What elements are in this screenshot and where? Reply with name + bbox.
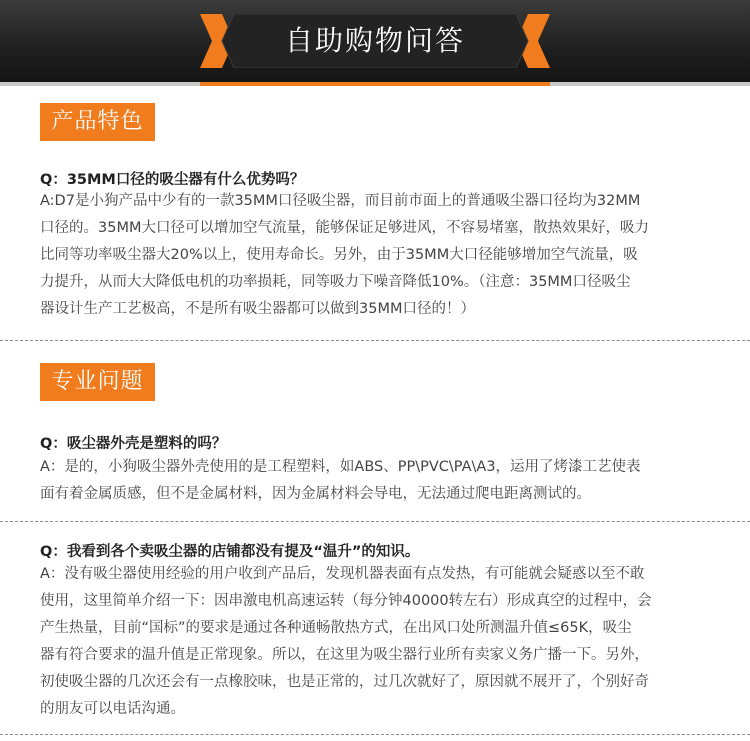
answer-line: A：没有吸尘器使用经验的用户收到产品后，发现机器表面有点发热，有可能就会疑惑以至不敢 xyxy=(40,566,645,582)
answer-plastic-shell xyxy=(40,454,720,508)
answer-line: 器设计生产工艺极高，不是所有吸尘器都可以做到35MM口径的！） xyxy=(40,301,475,317)
answer-line: 面有着金属质感，但不是金属材料，因为金属材料会导电，无法通过爬电距离测试的。 xyxy=(40,486,591,502)
answer-line: 使用，这里简单介绍一下：因串激电机高速运转（每分钟40000转左右）形成真空的过程中，会 xyxy=(40,593,652,609)
answer-line: A:D7是小狗产品中少有的一款35MM口径吸尘器，而目前市面上的普通吸尘器口径均为32MM xyxy=(40,193,641,209)
answer-line: 口径的。35MM大口径可以增加空气流量，能够保证足够进风，不容易堵塞，散热效果好，吸力 xyxy=(40,220,649,236)
answer-line: 产生热量，目前“国标”的要求是通过各种通畅散热方式，在出风口处所测温升值≤65K，吸尘 xyxy=(40,620,632,636)
answer-line: A：是的，小狗吸尘器外壳使用的是工程塑料，如ABS、PP\PVC\PA\A3，运用了烤漆工艺使表 xyxy=(40,459,641,475)
section-badge-features: 产品特色 xyxy=(40,103,155,141)
answer-35mm xyxy=(40,188,720,323)
header-accent-bar xyxy=(200,82,550,86)
bottom-divider xyxy=(0,734,750,735)
answer-line: 的朋友可以电话沟通。 xyxy=(40,701,185,717)
answer-line: 力提升，从而大大降低电机的功率损耗，同等吸力下噪音降低10%。（注意：35MM口径吸尘 xyxy=(40,274,631,290)
answer-line: 器有符合要求的温升值是正常现象。所以，在这里为吸尘器行业所有卖家义务广播一下。另外， xyxy=(40,647,649,663)
question-plastic-shell: Q：吸尘器外壳是塑料的吗？ xyxy=(40,436,227,452)
section-divider xyxy=(0,340,750,341)
title-plaque xyxy=(200,14,550,68)
qa-divider xyxy=(0,521,750,522)
answer-temperature-rise xyxy=(40,561,720,723)
answer-line: 初使吸尘器的几次还会有一点橡胶味，也是正常的，过几次就好了，原因就不展开了，个别好奇 xyxy=(40,674,649,690)
question-35mm: Q：35MM口径的吸尘器有什么优势吗？ xyxy=(40,172,305,188)
section-badge-professional: 专业问题 xyxy=(40,363,155,401)
answer-line: 比同等功率吸尘器大20%以上，使用寿命长。另外，由于35MM大口径能够增加空气流量，吸 xyxy=(40,247,638,263)
question-temperature-rise: Q：我看到各个卖吸尘器的店铺都没有提及“温升”的知识。 xyxy=(40,544,420,560)
page-title: 自助购物问答 xyxy=(284,24,465,57)
